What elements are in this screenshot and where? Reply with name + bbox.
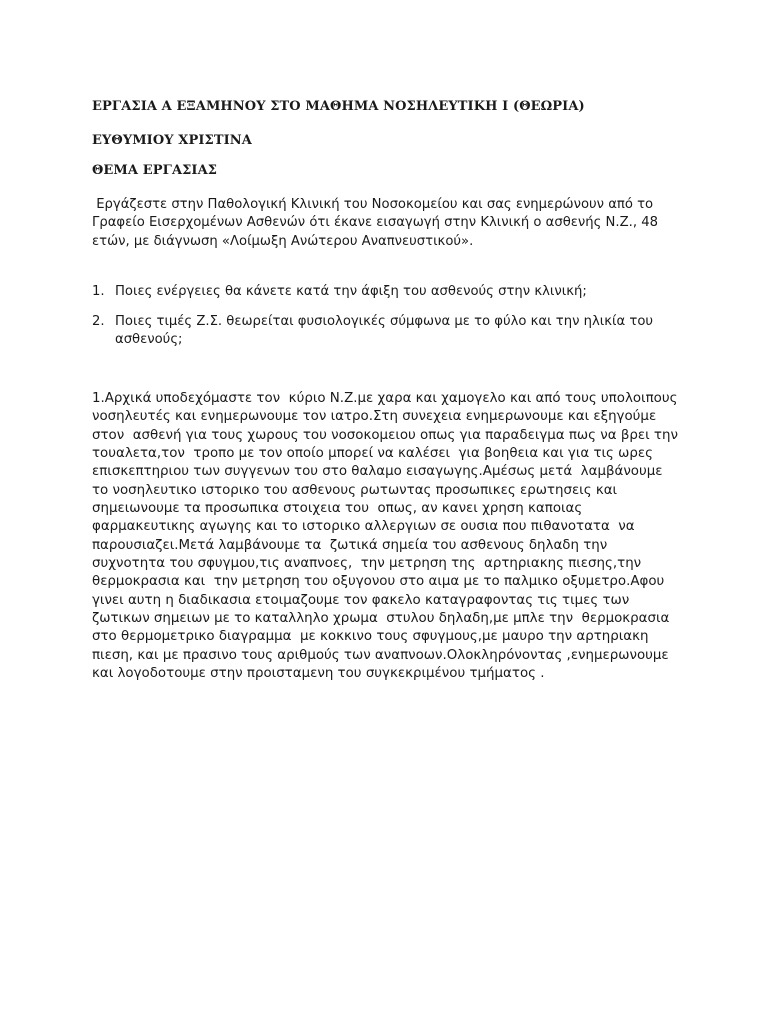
question-item — [92, 283, 692, 301]
question-list — [92, 283, 692, 301]
author-name: ΕΥΘΥΜΙΟΥ ΧΡΙΣΤΙΝΑ — [92, 133, 252, 148]
question-list — [92, 313, 692, 350]
question-text: Ποιες τιμές Ζ.Σ. θεωρείται φυσιολογικές σύμφωνα με το φύλο και την ηλικία του ασθενούς; — [115, 314, 654, 348]
question-number: 2. — [92, 314, 105, 329]
topic-heading: ΘΕΜΑ ΕΡΓΑΣΙΑΣ — [92, 163, 218, 178]
question-number: 1. — [92, 284, 105, 299]
document-title: ΕΡΓΑΣΙΑ Α ΕΞΑΜΗΝΟΥ ΣΤΟ ΜΑΘΗΜΑ ΝΟΣΗΛΕΥΤΙΚΗ Ι (ΘΕΩΡΙΑ) — [92, 99, 585, 114]
answer-paragraph: 1.Αρχικά υποδεχόμαστε τον κύριο Ν.Ζ.με χαρα και χαμογελο και από τους υπολοιπους νοσηλευτές και ενημερωνουμε τον ιατρο.Στη συνεχεια ενημερωνουμε και εξηγούμε στον ασθενή για τους χωρους του νοσοκομειου οπως για παραδειγμα πως να βρει την τουαλετα,τον τροπο με τον οποίο μπορεί να καλέσει για βοηθεια και για τις ωρες επισκεπτηριου των συγγενων του στο θαλαμο εισαγωγης.Αμέσως μετά λαμβάνουμε το νοσηλευτικο ιστορικο του ασθενους ρωτωντας προσωπικες ερωτησεις και σημειωνουμε τα προσωπικα στοιχεια του οπως, αν κανει χρηση καποιας φαρμακευτικης αγωγης και το ιστορικο αλλεργιων σε ουσια που πιθανοτατα να παρουσιαζει.Μετά λαμβάνουμε τα ζωτικά σημεία του ασθενους δηλαδη την συχνοτητα του σφυγμου,τις αναπνοες, την μετρηση της αρτηριακης πιεσης,την θερμοκρασια και την μετρηση του οξυγονου στο αιμα με το παλμικο οξυμετρο.Αφου γινει αυτη η διαδικασια ετοιμαζουμε τον φακελο καταγραφοντας τις τιμες των ζωτικων σημειων με το καταλληλο χρωμα στυλου δηλαδη,με μπλε την θερμοκρασια στο θερμομετρικο διαγραμμα με κοκκινο τους σφυγμους,με μαυρο την αρτηριακη πιεση, και με πρασινο τους αριθμούς των αναπνοων.Ολοκληρόνοντας ,ενημερωνουμε και λογοδοτουμε στην προισταμενη του συγκεκριμένου τμήματος . — [92, 391, 686, 682]
question-item — [92, 313, 692, 350]
intro-paragraph: Εργάζεστε στην Παθολογική Κλινική του Νοσοκομείου και σας ενημερώνουν από το Γραφείο Εισερχομένων Ασθενών ότι έκανε εισαγωγή στην Κλινική ο ασθενής Ν.Ζ., 48 ετών, με διάγνωση «Λοίμωξη Ανώτερου Αναπνευστικού». — [92, 197, 663, 249]
question-text: Ποιες ενέργειες θα κάνετε κατά την άφιξη του ασθενούς στην κλινική; — [115, 284, 587, 299]
